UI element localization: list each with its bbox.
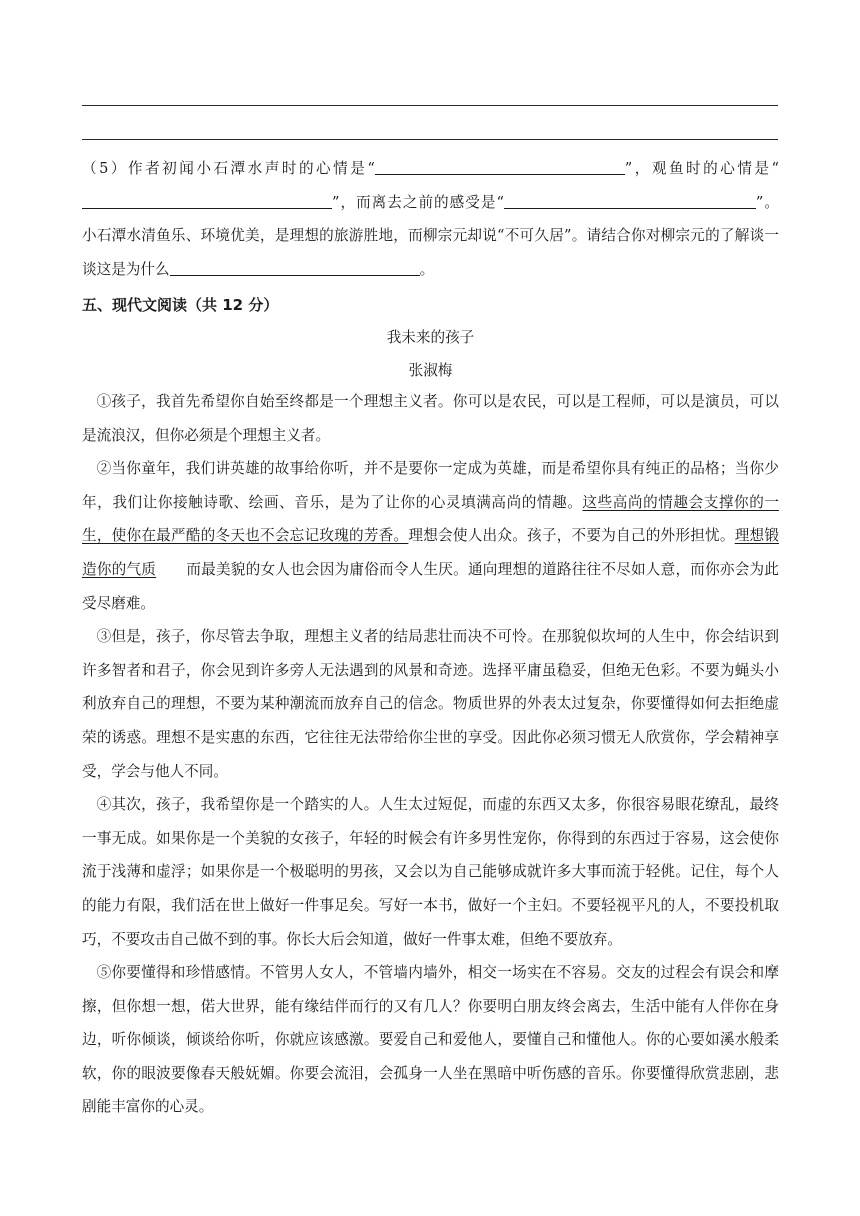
paragraph-1: ①孩子，我首先希望你自始至终都是一个理想主义者。你可以是农民，可以是工程师，可以是演员，可以是流浪汉，但你必须是个理想主义者。 [82, 393, 779, 444]
question-5 [82, 152, 779, 286]
paragraph-2 [82, 452, 779, 620]
answer-blank[interactable] [504, 193, 756, 209]
question-5-text: ”，而离去之前的感受是“ [332, 193, 504, 211]
question-5-text: （5）作者初闻小石潭水声时的心情是“ [82, 160, 375, 177]
question-5-text: ”。小石潭水清鱼乐、环境优美，是理想的旅游胜地，而柳宗元却说“不可久居”。请结合你对柳宗元的了解谈一谈这是为什么 [82, 193, 779, 278]
paragraph-4: ④其次，孩子，我希望你是一个踏实的人。人生太过短促，而虚的东西又太多，你很容易眼花缭乱，最终一事无成。如果你是一个美貌的女孩子，年轻的时候会有许多男性宠你，你得到的东西过于容易，这会使你流于浅薄和虚浮；如果你是一个极聪明的男孩，又会以为自己能够成就许多大事而流于轻佻。记住，每个人的能力有限，我们活在世上做好一件事足矣。写好一本书，做好一个主妇。不要轻视平凡的人，不要投机取巧，不要攻击自己做不到的事。你长大后会知道，做好一件事太难，但绝不要放弃。 [82, 796, 779, 948]
underlined-phrase: 理想锻造你的气质 [82, 527, 779, 578]
paragraph-2-text: 而最美貌的女人也会因为庸俗而令人生厌。通向理想的道路往往不尽如人意，而你亦会为此受尽磨难。 [82, 560, 779, 612]
section-heading: 五、现代文阅读（共 12 分） [82, 296, 279, 314]
underlined-sentence: 这些高尚的情趣会支撑你的一生，使你在最严酷的冬天也不会忘记玫瑰的芳香。 [82, 493, 779, 545]
paragraph-2-text: ②当你童年，我们讲英雄的故事给你听，并不是要你一定成为英雄，而是希望你具有纯正的品格；当你少年，我们让你接触诗歌、绘画、音乐，是为了让你的心灵填满高尚的情趣。 [82, 460, 779, 511]
answer-blank[interactable] [170, 260, 420, 276]
question-5-text: ”，观鱼时的心情是“ [624, 160, 779, 177]
paragraph-2-text: 理想会使人出众。孩子，不要为自己的外形担忧。 [408, 527, 735, 545]
article-title: 我未来的孩子 [386, 329, 475, 346]
article-author: 张淑梅 [408, 362, 453, 379]
answer-blank[interactable] [375, 159, 625, 175]
article-body [82, 385, 779, 1124]
answer-blank[interactable] [82, 193, 332, 209]
answer-line[interactable] [82, 105, 778, 106]
paragraph-3: ③但是，孩子，你尽管去争取，理想主义者的结局悲壮而决不可怜。在那貌似坎坷的人生中，你会结识到许多智者和君子，你会见到许多旁人无法遇到的风景和奇迹。选择平庸虽稳妥，但绝无色彩。不要为蝇头小利放弃自己的理想，不要为某种潮流而放弃自己的信念。物质世界的外表太过复杂，你要懂得如何去拒绝虚荣的诱惑。理想不是实惠的东西，它往往无法带给你尘世的享受。因此你必须习惯无人欣赏你，学会精神享受，学会与他人不同。 [82, 628, 779, 780]
question-5-text: 。 [419, 260, 435, 278]
paragraph-5: ⑤你要懂得和珍惜感情。不管男人女人，不管墙内墙外，相交一场实在不容易。交友的过程会有误会和摩擦，但你想一想，偌大世界，能有缘结伴而行的又有几人？你要明白朋友终会离去，生活中能有人伴你在身边，听你倾谈，倾谈给你听，你就应该感激。要爱自己和爱他人，要懂自己和懂他人。你的心要如溪水般柔软，你的眼波要像春天般妩媚。你要会流泪，会孤身一人坐在黑暗中听伤感的音乐。你要懂得欣赏悲剧，悲剧能丰富你的心灵。 [82, 964, 779, 1116]
answer-line[interactable] [82, 139, 778, 140]
